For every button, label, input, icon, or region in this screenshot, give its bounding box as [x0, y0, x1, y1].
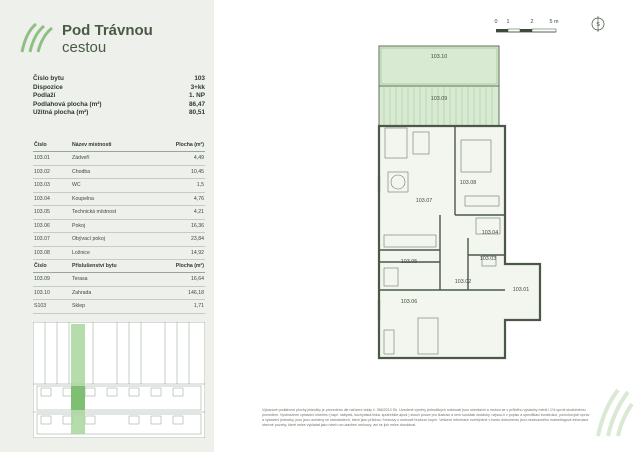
summary-label: Dispozice [33, 83, 63, 91]
scale-bar [495, 19, 559, 32]
room-label: 103.04 [481, 230, 499, 236]
column-header: Název místnosti [71, 138, 152, 152]
cell: 4,76 [152, 192, 205, 206]
cell: S103 [33, 300, 71, 314]
disclaimer-text: Výkazové podlahové plochy jednotky je provedeno dle nařízení vlády č. 366/2013 Sb. Uvedené výměry jednotlivých místností jsou orientační a mohou se v průběhu výstavby měnit i 1% oproti skutečnému provedení. Vyobrazené vybavení interiéru (např. nábytek, kuchyňská linka, spotřebiče apod.) slouží pouze pro ilustraci a není součástí dodávky, nejsou-li v popisu a specifikaci konstrukcí, povrchových úprav a vybavení jednotky, jsou jsou uvedeny ve standardech, které jsou přílohou Smlouvy o smlouvě budoucí kupní. Veškeré informace zveřejněné v tomto dokumentu jsou nezávazného marketingové informace obecné povahy, které nelze vykládat jako návrh na uzavření smlouvy, ani se jich nelze dovolávat. [262, 408, 590, 427]
brand-line1: Pod Trávnou [62, 22, 153, 39]
cell: 23,84 [152, 233, 205, 247]
scale-tick: 2 [530, 19, 534, 25]
room-label: 103.10 [430, 54, 448, 60]
room-label: 103.01 [512, 287, 530, 293]
column-header: Číslo [33, 138, 71, 152]
cell: 103.09 [33, 273, 71, 287]
room-label: 103.07 [415, 198, 433, 204]
cell: Pokoj [71, 219, 152, 233]
summary-label: Číslo bytu [33, 75, 64, 82]
cell: 103.08 [33, 246, 71, 260]
summary-value: 86,47 [189, 100, 205, 108]
cell: 103.05 [33, 206, 71, 220]
cell: 103.07 [33, 233, 71, 247]
north-arrow-icon [592, 16, 604, 32]
summary-label: Podlahová plocha (m²) [33, 100, 102, 108]
cell: 16,64 [152, 273, 205, 287]
apartment-outline [379, 126, 540, 358]
cell: 146,18 [152, 286, 205, 300]
cell: 4,21 [152, 206, 205, 220]
cell: 10,45 [152, 165, 205, 179]
summary-label: Podlaží [33, 92, 56, 100]
column-header: Číslo [33, 259, 71, 273]
summary-value: 1. NP [189, 92, 205, 100]
cell: Zahrada [71, 286, 152, 300]
cell: 103.02 [33, 165, 71, 179]
cell: 103.01 [33, 152, 71, 166]
room-label: 103.03 [479, 256, 497, 262]
scale-tick: 5 m [549, 19, 559, 25]
cell: Technická místnost [71, 206, 152, 220]
cell: Chodba [71, 165, 152, 179]
cell: Koupelna [71, 192, 152, 206]
room-label: 103.02 [454, 279, 472, 285]
cell: 1,71 [152, 300, 205, 314]
cell: 1,5 [152, 179, 205, 193]
cell: WC [71, 179, 152, 193]
cell: 14,92 [152, 246, 205, 260]
cell: Ložnice [71, 246, 152, 260]
cell: Sklep [71, 300, 152, 314]
summary-value: 80,51 [189, 109, 205, 117]
room-label: 103.09 [430, 96, 448, 102]
scale-tick: 1 [506, 19, 510, 25]
north-label: S [596, 22, 600, 28]
room-label: 103.06 [400, 299, 418, 305]
cell: 103.10 [33, 286, 71, 300]
summary-label: Užitná plocha (m²) [33, 109, 89, 117]
room-label: 103.05 [400, 259, 418, 265]
cell: 4,49 [152, 152, 205, 166]
room-label: 103.08 [459, 180, 477, 186]
summary-value: 103 [194, 75, 205, 82]
cell: Obývací pokoj [71, 233, 152, 247]
corner-grass-icon [594, 378, 634, 438]
cell: Zádveří [71, 152, 152, 166]
cell: 103.04 [33, 192, 71, 206]
cell: 16,36 [152, 219, 205, 233]
terrace-area [379, 86, 499, 126]
cell: Terasa [71, 273, 152, 287]
cell: 103.06 [33, 219, 71, 233]
brand-line2: cestou [62, 39, 107, 56]
garden-area [379, 46, 499, 86]
cell: 103.03 [33, 179, 71, 193]
scale-tick: 0 [494, 19, 498, 25]
summary-value: 3+kk [190, 83, 205, 91]
column-header: Příslušenství bytu [71, 259, 152, 273]
column-header: Plocha (m²) [152, 138, 205, 152]
column-header: Plocha (m²) [152, 259, 205, 273]
